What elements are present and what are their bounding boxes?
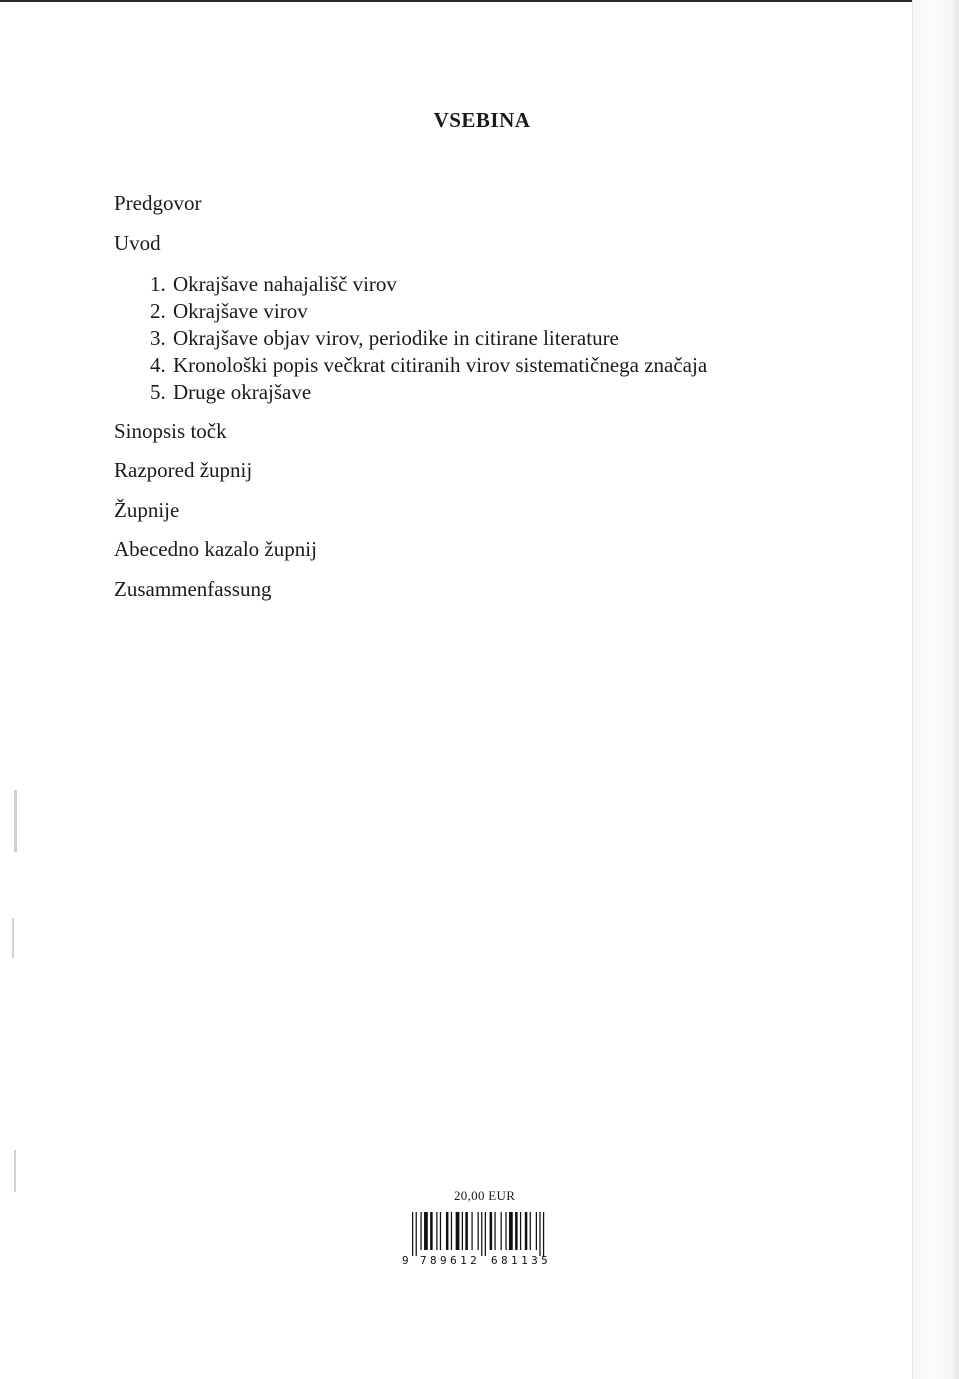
- barcode-first-digit: 9: [402, 1254, 413, 1267]
- barcode-bar: [436, 1212, 437, 1250]
- price-label: 20,00 EUR: [454, 1188, 516, 1203]
- list-item-number: 4.: [150, 353, 166, 377]
- scan-speck: [12, 918, 14, 958]
- barcode-bar: [424, 1212, 428, 1250]
- barcode-bar: [539, 1212, 540, 1256]
- scan-speck: [14, 1150, 16, 1192]
- barcode-bar: [412, 1212, 413, 1256]
- barcode-bar: [485, 1212, 486, 1256]
- list-item-number: 3.: [150, 326, 166, 350]
- list-item: [150, 352, 707, 379]
- barcode-bar: [530, 1212, 531, 1250]
- barcode-bar: [478, 1212, 479, 1250]
- list-item: [150, 298, 308, 325]
- toc-entry-razpored: Razpored župnij: [114, 458, 253, 482]
- barcode-bar: [481, 1212, 482, 1256]
- toc-entry-uvod: Uvod: [114, 231, 161, 255]
- page-title: VSEBINA: [433, 108, 531, 132]
- barcode-bars: [410, 1212, 570, 1256]
- barcode-bar: [462, 1212, 463, 1250]
- barcode-bar: [520, 1212, 521, 1250]
- list-item-text: Okrajšave objav virov, periodike in citirane literature: [173, 326, 619, 350]
- list-item-number: 1.: [150, 272, 166, 296]
- barcode-bar: [494, 1212, 495, 1250]
- barcode-bar: [465, 1212, 468, 1250]
- scan-speck: [14, 790, 17, 852]
- scan-top-edge: [0, 0, 959, 2]
- list-item-text: Okrajšave virov: [173, 299, 308, 323]
- list-item-text: Kronološki popis večkrat citiranih virov sistematičnega značaja: [173, 353, 708, 377]
- barcode-bar: [525, 1212, 528, 1250]
- barcode-bar: [471, 1212, 472, 1250]
- list-item-text: Okrajšave nahajališč virov: [173, 272, 397, 296]
- barcode-bar: [416, 1212, 417, 1256]
- barcode-bar: [509, 1212, 513, 1250]
- toc-entry-kazalo: Abecedno kazalo župnij: [114, 537, 317, 561]
- barcode-bar: [505, 1212, 506, 1250]
- barcode-left-digits: 789612: [420, 1254, 481, 1267]
- toc-entry-sinopsis: Sinopsis točk: [114, 419, 227, 443]
- list-item: [150, 379, 311, 406]
- barcode-right-digits: 681135: [491, 1254, 552, 1267]
- scan-fold-line: [912, 0, 913, 1379]
- barcode-bar: [536, 1212, 537, 1250]
- barcode-bar: [501, 1212, 502, 1250]
- list-item-text: Druge okrajšave: [173, 380, 312, 404]
- barcode-bar: [446, 1212, 449, 1250]
- scan-right-margin: [912, 0, 959, 1379]
- toc-entry-zusammenfassung: Zusammenfassung: [114, 577, 272, 601]
- barcode-bar: [490, 1212, 493, 1250]
- barcode-bar: [440, 1212, 441, 1250]
- barcode-bar: [451, 1212, 452, 1250]
- isbn-barcode: [402, 1212, 562, 1272]
- barcode-bar: [456, 1212, 460, 1250]
- barcode-bar: [430, 1212, 433, 1250]
- barcode-bar: [515, 1212, 518, 1250]
- toc-entry-predgovor: Predgovor: [114, 191, 202, 215]
- list-item-number: 2.: [150, 299, 166, 323]
- barcode-bar: [420, 1212, 421, 1250]
- list-item-number: 5.: [150, 380, 166, 404]
- list-item: [150, 325, 619, 352]
- scan-right-edge: [954, 0, 959, 1379]
- barcode-bar: [543, 1212, 544, 1256]
- list-item: [150, 271, 397, 298]
- toc-entry-zupnije: Župnije: [114, 498, 180, 522]
